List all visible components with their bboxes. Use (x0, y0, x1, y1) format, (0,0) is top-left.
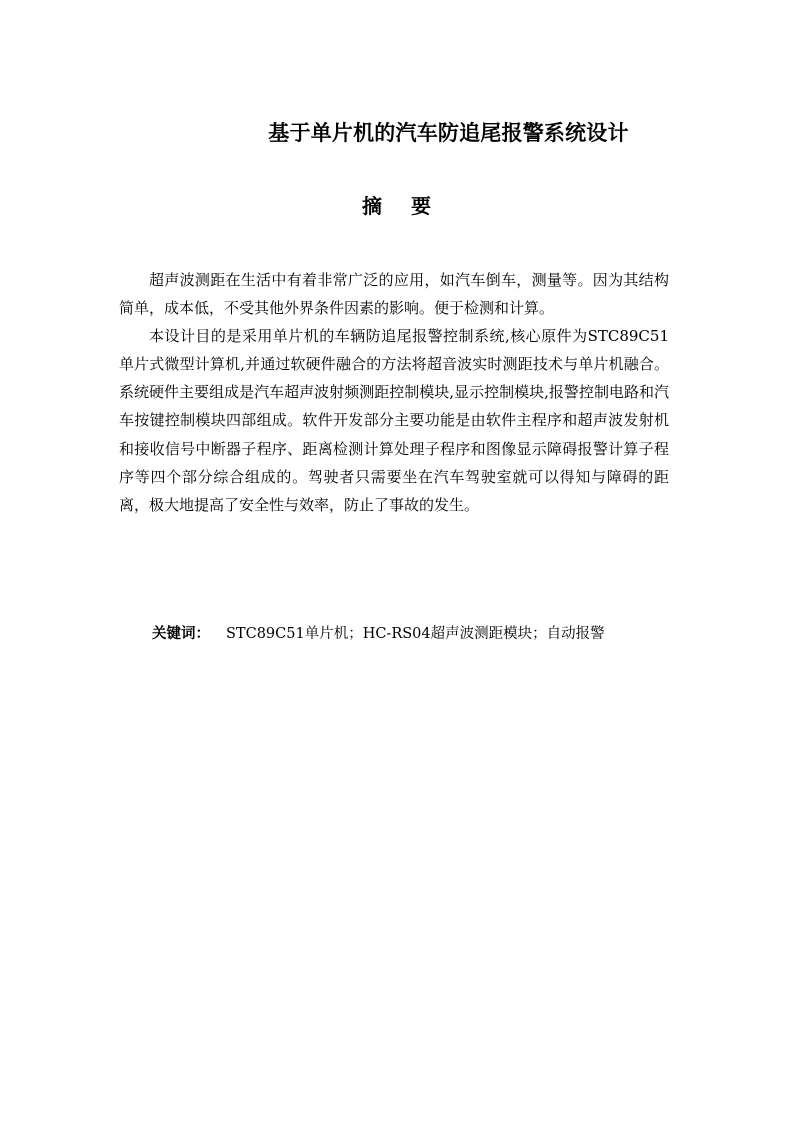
document-title: 基于单片机的汽车防追尾报警系统设计 (268, 121, 629, 145)
keywords-value: STC89C51单片机；HC-RS04超声波测距模块；自动报警 (226, 626, 605, 642)
keywords-label: 关键词： (152, 626, 210, 642)
keywords-line (152, 620, 672, 648)
abstract-heading: 摘 要 (362, 194, 431, 218)
abstract-body (119, 266, 669, 519)
abstract-paragraph-2: 本设计目的是采用单片机的车辆防追尾报警控制系统,核心原件为STC89C51单片式微型计算机,并通过软硬件融合的方法将超音波实时测距技术与单片机融合。系统硬件主要组成是汽车超声波射频测距控制模块,显示控制模块,报警控制电路和汽车按键控制模块四部组成。软件开发部分主要功能是由软件主程序和超声波发射机和接收信号中断器子程序、距离检测计算处理子程序和图像显示障碍报警计算子程序等四个部分综合组成的。驾驶者只需要坐在汽车驾驶室就可以得知与障碍的距离，极大地提高了安全性与效率，防止了事故的发生。 (119, 327, 669, 514)
abstract-paragraph-1: 超声波测距在生活中有着非常广泛的应用，如汽车倒车，测量等。因为其结构简单，成本低，不受其他外界条件因素的影响。便于检测和计算。 (119, 271, 669, 318)
